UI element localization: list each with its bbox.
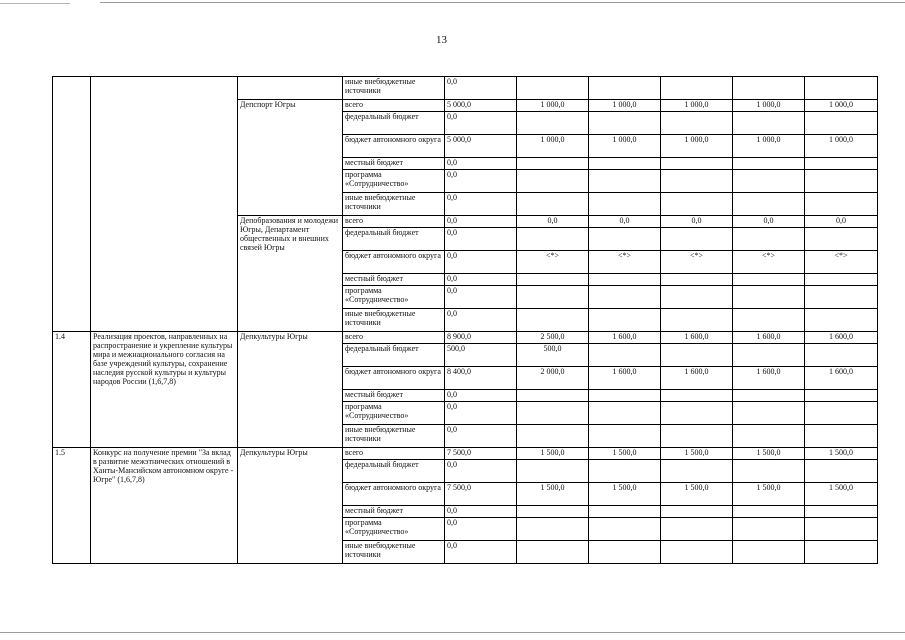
year-amount-cell: 1 500,0 (661, 483, 733, 506)
funding-source-cell: бюджет автономного округа (343, 367, 445, 390)
year-amount-cell (517, 77, 589, 100)
year-amount-cell (589, 193, 661, 216)
total-amount-cell: 8 900,0 (445, 332, 517, 344)
year-amount-cell (661, 541, 733, 564)
year-amount-cell: 1 500,0 (805, 483, 878, 506)
year-amount-cell (805, 344, 878, 367)
year-amount-cell: 1 000,0 (517, 135, 589, 158)
total-amount-cell: 7 500,0 (445, 483, 517, 506)
year-amount-cell (733, 274, 805, 286)
year-amount-cell (805, 77, 878, 100)
year-amount-cell (589, 518, 661, 541)
year-amount-cell (733, 286, 805, 309)
year-amount-cell (517, 425, 589, 448)
year-amount-cell: 1 500,0 (733, 448, 805, 460)
year-amount-cell: 0,0 (517, 216, 589, 228)
year-amount-cell (805, 112, 878, 135)
year-amount-cell (517, 158, 589, 170)
year-amount-cell (517, 286, 589, 309)
year-amount-cell: 1 600,0 (805, 332, 878, 344)
year-amount-cell (589, 390, 661, 402)
year-amount-cell (661, 170, 733, 193)
item-name-cell: Реализация проектов, направленных на распространение и укрепление культуры мира и межнационального согласия на базе учреждений культуры, сохранение наследия русской культуры и культуры народов России (1,6,7,8) (91, 332, 238, 448)
total-amount-cell: 0,0 (445, 77, 517, 100)
total-amount-cell: 0,0 (445, 251, 517, 274)
year-amount-cell (733, 77, 805, 100)
total-amount-cell: 0,0 (445, 158, 517, 170)
year-amount-cell (805, 506, 878, 518)
year-amount-cell (589, 77, 661, 100)
funding-source-cell: федеральный бюджет (343, 228, 445, 251)
total-amount-cell: 0,0 (445, 286, 517, 309)
funding-source-cell: иные внебюджетные источники (343, 77, 445, 100)
year-amount-cell (589, 170, 661, 193)
total-amount-cell: 0,0 (445, 541, 517, 564)
year-amount-cell (805, 193, 878, 216)
year-amount-cell (589, 506, 661, 518)
table-row (53, 77, 878, 100)
year-amount-cell (517, 460, 589, 483)
year-amount-cell (661, 286, 733, 309)
year-amount-cell (805, 425, 878, 448)
responsible-cell: Депкультуры Югры (238, 332, 343, 448)
year-amount-cell (805, 541, 878, 564)
year-amount-cell: 1 500,0 (733, 483, 805, 506)
year-amount-cell (733, 228, 805, 251)
year-amount-cell (517, 518, 589, 541)
year-amount-cell (733, 425, 805, 448)
total-amount-cell: 0,0 (445, 170, 517, 193)
total-amount-cell: 8 400,0 (445, 367, 517, 390)
year-amount-cell (589, 460, 661, 483)
year-amount-cell: 500,0 (517, 344, 589, 367)
funding-source-cell: программа «Сотрудничество» (343, 286, 445, 309)
year-amount-cell (589, 158, 661, 170)
year-amount-cell (517, 402, 589, 425)
funding-source-cell: программа «Сотрудничество» (343, 402, 445, 425)
year-amount-cell (517, 193, 589, 216)
funding-source-cell: федеральный бюджет (343, 460, 445, 483)
year-amount-cell (661, 77, 733, 100)
year-amount-cell (733, 506, 805, 518)
year-amount-cell (517, 309, 589, 332)
year-amount-cell (733, 170, 805, 193)
year-amount-cell: 1 000,0 (805, 135, 878, 158)
year-amount-cell: 1 500,0 (661, 448, 733, 460)
year-amount-cell (661, 390, 733, 402)
funding-source-cell: бюджет автономного округа (343, 483, 445, 506)
year-amount-cell: 2 500,0 (517, 332, 589, 344)
year-amount-cell (805, 402, 878, 425)
year-amount-cell (589, 344, 661, 367)
year-amount-cell: 0,0 (805, 216, 878, 228)
year-amount-cell: 1 000,0 (517, 100, 589, 112)
total-amount-cell: 0,0 (445, 193, 517, 216)
year-amount-cell (661, 274, 733, 286)
year-amount-cell: 1 600,0 (589, 367, 661, 390)
year-amount-cell: <*> (589, 251, 661, 274)
year-amount-cell: 1 000,0 (661, 135, 733, 158)
year-amount-cell (733, 158, 805, 170)
year-amount-cell (805, 518, 878, 541)
year-amount-cell: 1 500,0 (589, 448, 661, 460)
total-amount-cell: 5 000,0 (445, 100, 517, 112)
year-amount-cell (589, 309, 661, 332)
table-row (53, 332, 878, 344)
total-amount-cell: 0,0 (445, 460, 517, 483)
funding-source-cell: местный бюджет (343, 158, 445, 170)
funding-source-cell: бюджет автономного округа (343, 251, 445, 274)
year-amount-cell (661, 402, 733, 425)
year-amount-cell: 1 500,0 (517, 483, 589, 506)
year-amount-cell: <*> (661, 251, 733, 274)
total-amount-cell: 0,0 (445, 112, 517, 135)
year-amount-cell: 1 000,0 (733, 100, 805, 112)
year-amount-cell (589, 402, 661, 425)
year-amount-cell (589, 286, 661, 309)
total-amount-cell: 0,0 (445, 309, 517, 332)
year-amount-cell: 2 000,0 (517, 367, 589, 390)
year-amount-cell: 0,0 (589, 216, 661, 228)
year-amount-cell (517, 228, 589, 251)
year-amount-cell (805, 286, 878, 309)
item-name-cell: Конкурс на получение премии "За вклад в развитие межэтнических отношений в Ханты-Мансийском автономном округе - Югре" (1,6,7,8) (91, 448, 238, 564)
total-amount-cell: 5 000,0 (445, 135, 517, 158)
year-amount-cell (589, 541, 661, 564)
year-amount-cell: 1 600,0 (661, 332, 733, 344)
year-amount-cell: 1 000,0 (589, 100, 661, 112)
year-amount-cell (805, 460, 878, 483)
year-amount-cell (733, 460, 805, 483)
year-amount-cell (517, 390, 589, 402)
year-amount-cell: 1 000,0 (589, 135, 661, 158)
year-amount-cell: 1 600,0 (805, 367, 878, 390)
year-amount-cell: 1 500,0 (805, 448, 878, 460)
responsible-cell (238, 77, 343, 100)
total-amount-cell: 7 500,0 (445, 448, 517, 460)
year-amount-cell (733, 541, 805, 564)
item-number-cell: 1.5 (53, 448, 91, 564)
funding-source-cell: программа «Сотрудничество» (343, 170, 445, 193)
responsible-cell: Депобразования и молодежи Югры, Департамент общественных и внешних связей Югры (238, 216, 343, 332)
funding-source-cell: всего (343, 100, 445, 112)
year-amount-cell (661, 506, 733, 518)
year-amount-cell (661, 344, 733, 367)
scan-edge-bottom (0, 632, 905, 633)
year-amount-cell (589, 274, 661, 286)
total-amount-cell: 0,0 (445, 216, 517, 228)
page-number: 13 (436, 34, 447, 46)
total-amount-cell: 0,0 (445, 390, 517, 402)
year-amount-cell (661, 518, 733, 541)
year-amount-cell (733, 112, 805, 135)
year-amount-cell (661, 228, 733, 251)
year-amount-cell (589, 112, 661, 135)
total-amount-cell: 500,0 (445, 344, 517, 367)
funding-source-cell: всего (343, 332, 445, 344)
year-amount-cell (805, 274, 878, 286)
year-amount-cell (661, 425, 733, 448)
year-amount-cell: 1 600,0 (733, 332, 805, 344)
total-amount-cell: 0,0 (445, 274, 517, 286)
year-amount-cell (661, 112, 733, 135)
total-amount-cell: 0,0 (445, 228, 517, 251)
funding-source-cell: местный бюджет (343, 274, 445, 286)
year-amount-cell: 0,0 (733, 216, 805, 228)
budget-table-body (53, 77, 878, 564)
budget-table (52, 76, 878, 564)
table-row (53, 448, 878, 460)
funding-source-cell: местный бюджет (343, 390, 445, 402)
item-number-cell: 1.4 (53, 332, 91, 448)
funding-source-cell: всего (343, 448, 445, 460)
year-amount-cell (661, 158, 733, 170)
total-amount-cell: 0,0 (445, 425, 517, 448)
funding-source-cell: федеральный бюджет (343, 112, 445, 135)
year-amount-cell: 1 000,0 (805, 100, 878, 112)
year-amount-cell (733, 402, 805, 425)
responsible-cell: Депкультуры Югры (238, 448, 343, 564)
year-amount-cell (589, 228, 661, 251)
funding-source-cell: федеральный бюджет (343, 344, 445, 367)
year-amount-cell (805, 228, 878, 251)
year-amount-cell (517, 274, 589, 286)
year-amount-cell: <*> (805, 251, 878, 274)
scan-edge-top-left (0, 3, 70, 4)
year-amount-cell (805, 390, 878, 402)
year-amount-cell (733, 309, 805, 332)
funding-source-cell: иные внебюджетные источники (343, 541, 445, 564)
total-amount-cell: 0,0 (445, 506, 517, 518)
funding-source-cell: бюджет автономного округа (343, 135, 445, 158)
year-amount-cell (661, 309, 733, 332)
total-amount-cell: 0,0 (445, 518, 517, 541)
year-amount-cell: 1 600,0 (733, 367, 805, 390)
item-name-cell (91, 77, 238, 332)
year-amount-cell: 1 600,0 (589, 332, 661, 344)
funding-source-cell: иные внебюджетные источники (343, 425, 445, 448)
year-amount-cell (733, 518, 805, 541)
scan-edge-top (100, 2, 905, 3)
year-amount-cell: 1 500,0 (589, 483, 661, 506)
year-amount-cell: 0,0 (661, 216, 733, 228)
year-amount-cell (805, 158, 878, 170)
year-amount-cell (661, 460, 733, 483)
funding-source-cell: иные внебюджетные источники (343, 193, 445, 216)
year-amount-cell: <*> (517, 251, 589, 274)
year-amount-cell (805, 309, 878, 332)
year-amount-cell: 1 500,0 (517, 448, 589, 460)
year-amount-cell (661, 193, 733, 216)
year-amount-cell: 1 000,0 (733, 135, 805, 158)
funding-source-cell: всего (343, 216, 445, 228)
year-amount-cell (589, 425, 661, 448)
year-amount-cell (733, 193, 805, 216)
year-amount-cell (805, 170, 878, 193)
funding-source-cell: программа «Сотрудничество» (343, 518, 445, 541)
funding-source-cell: местный бюджет (343, 506, 445, 518)
year-amount-cell (733, 390, 805, 402)
year-amount-cell (517, 541, 589, 564)
funding-source-cell: иные внебюджетные источники (343, 309, 445, 332)
year-amount-cell (517, 112, 589, 135)
year-amount-cell (733, 344, 805, 367)
total-amount-cell: 0,0 (445, 402, 517, 425)
year-amount-cell: <*> (733, 251, 805, 274)
responsible-cell: Депспорт Югры (238, 100, 343, 216)
year-amount-cell (517, 170, 589, 193)
year-amount-cell (517, 506, 589, 518)
year-amount-cell: 1 600,0 (661, 367, 733, 390)
item-number-cell (53, 77, 91, 332)
year-amount-cell: 1 000,0 (661, 100, 733, 112)
